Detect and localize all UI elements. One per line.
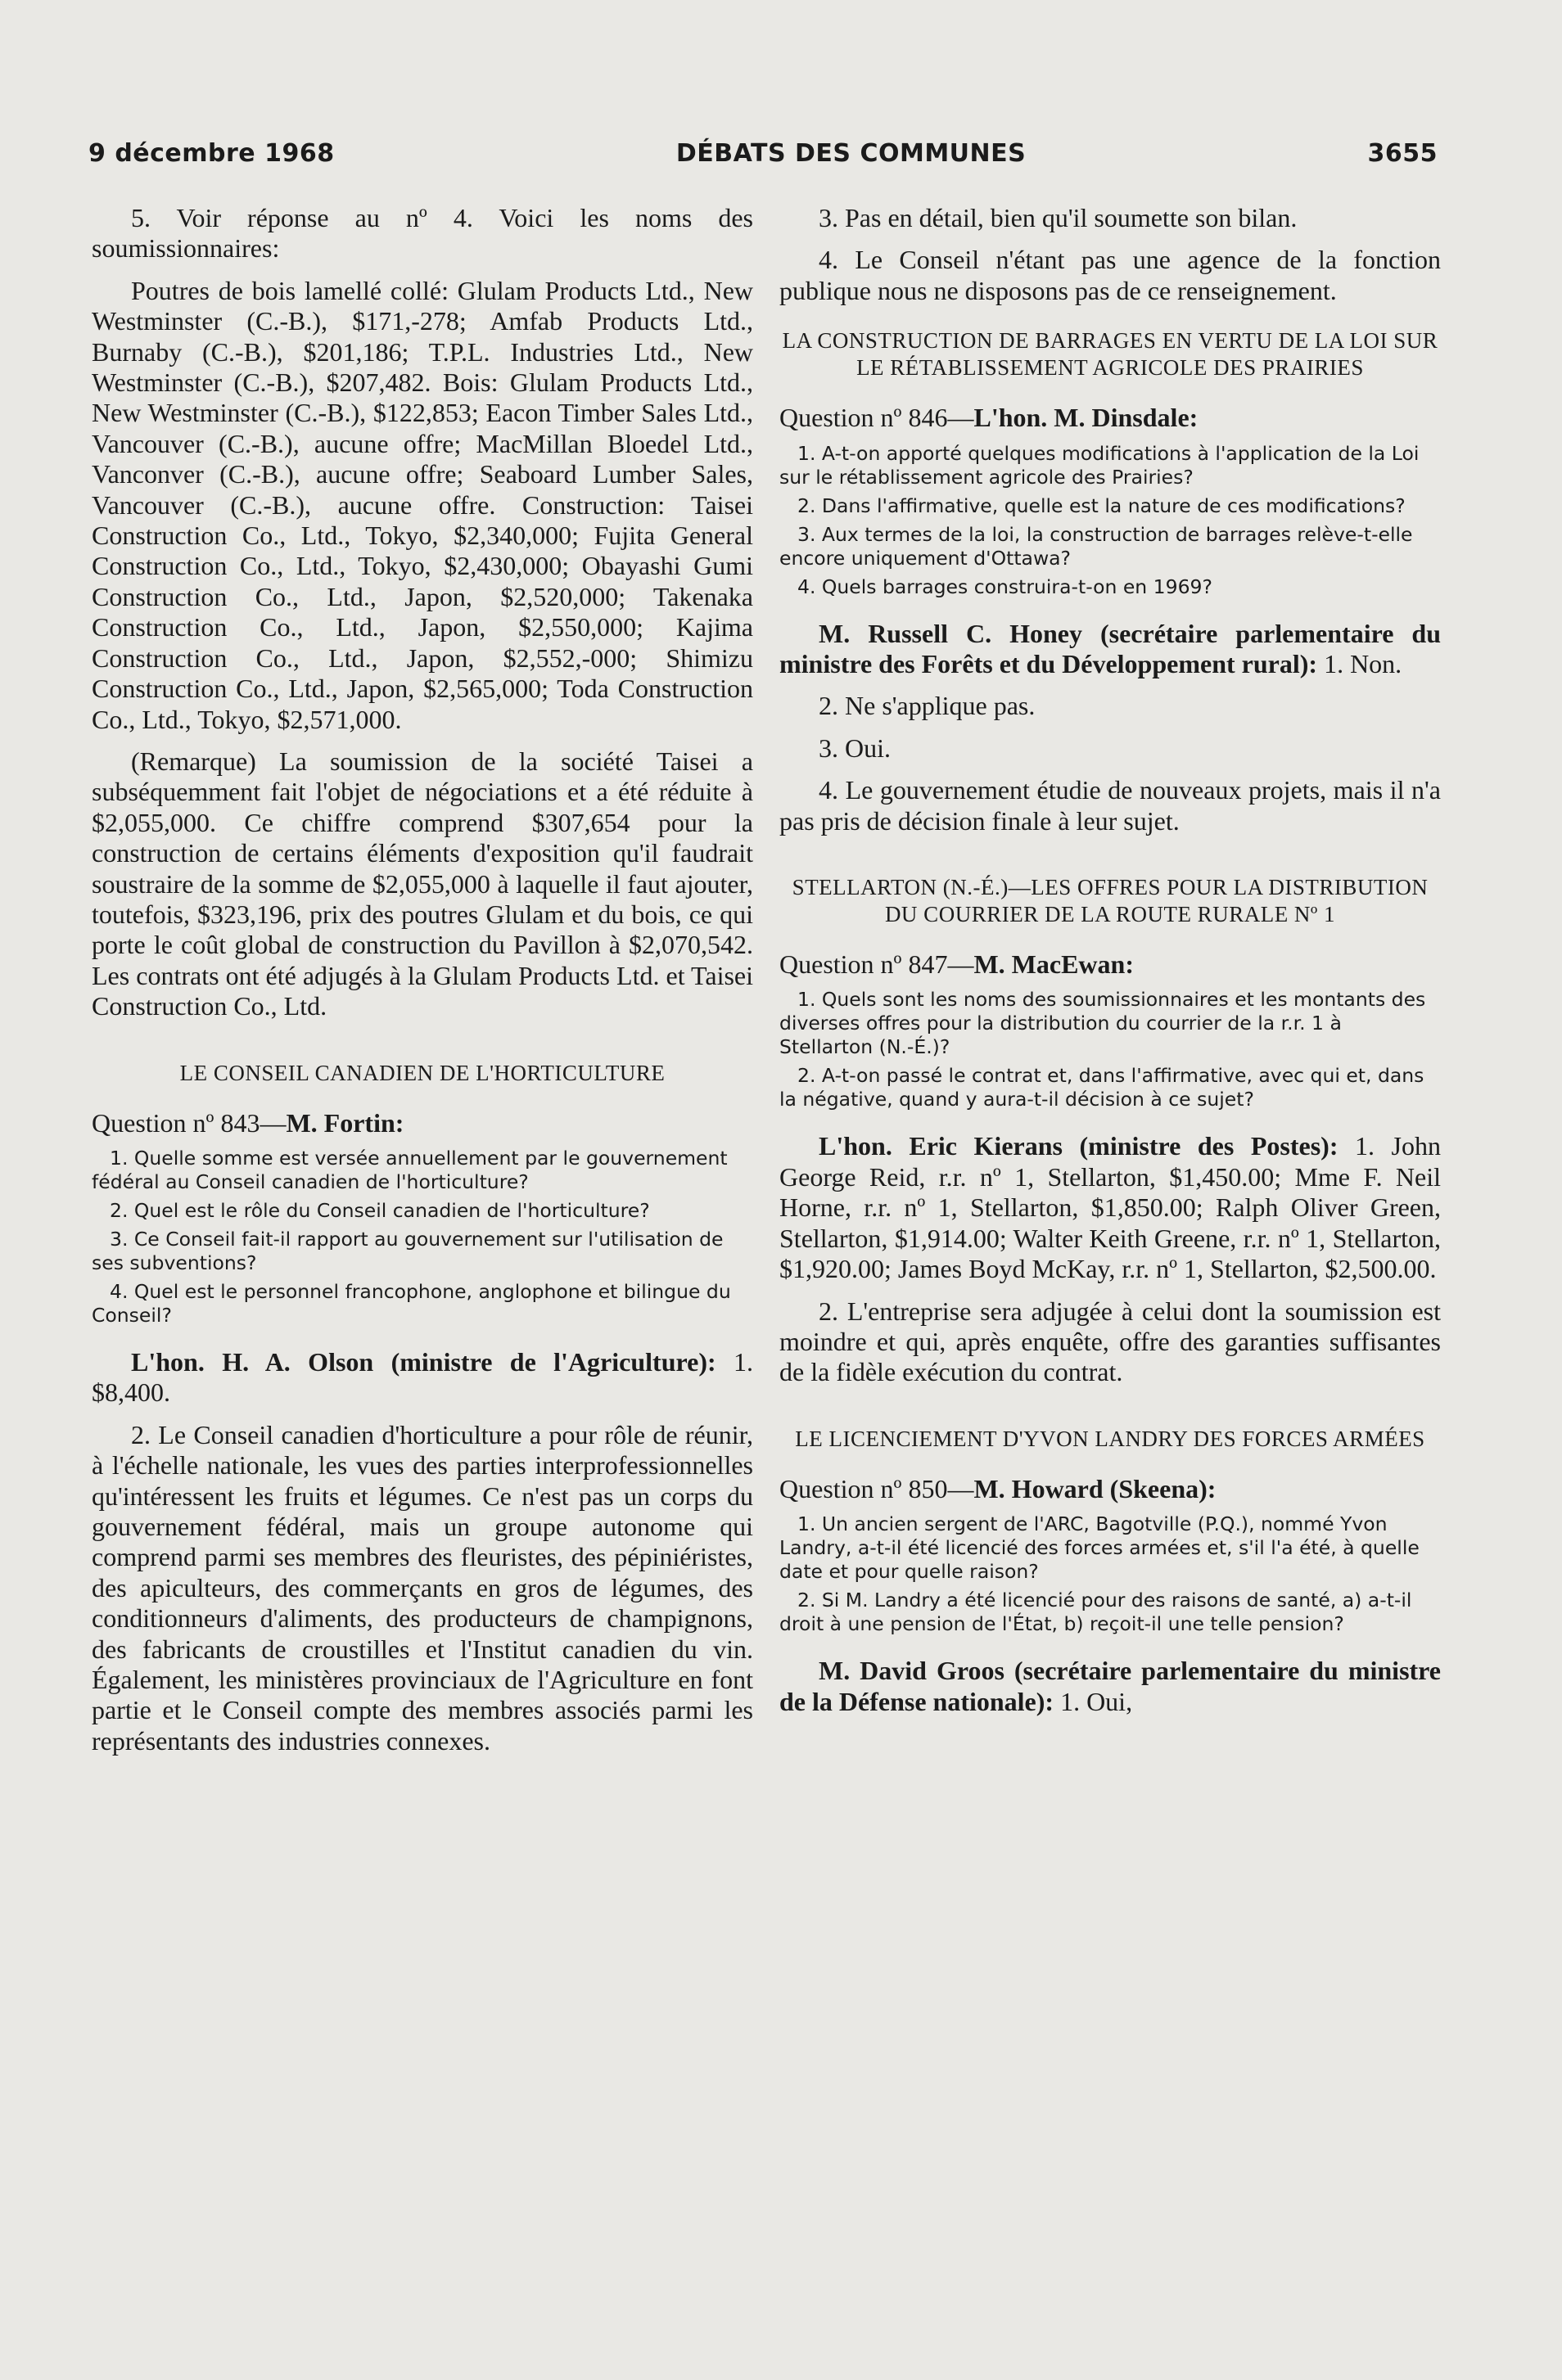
answer-paragraph [92,1347,753,1409]
speaker-name: L'hon. Eric Kierans (ministre des Postes): [819,1131,1339,1161]
left-column [92,203,753,1756]
question-number: Question nº 846— [779,403,974,433]
question-item: 4. Quels barrages construira-t-on en 1969? [797,575,1212,598]
question-item: 3. Ce Conseil fait-il rapport au gouvernement sur l'utilisation de ses subventions? [92,1227,724,1274]
question-item: 1. Quels sont les noms des soumissionnaires et les montants des diverses offres pour la distribution du courrier de la r.r. 1 à Stellarton (N.-É.)? [779,988,1426,1059]
question-asker: M. Fortin: [286,1107,404,1138]
paragraph: 2. L'entreprise sera adjugée à celui dont la soumission est moindre et qui, après enquête, offre des garanties suffisantes de la fidèle exécution du contrat. [779,1296,1441,1387]
paragraph: (Remarque) La soumission de la société Taisei a subséquemment fait l'objet de négociations et a été réduite à $2,055,000. Ce chiffre comprend $307,654 pour la construction de certains éléments d'exposition qu'il faudrait soustraire de la somme de $2,055,000 à laquelle il faut ajouter, toutefois, $323,196, prix des poutres Glulam et du bois, ce qui porte le coût global de construction du Pavillon à $2,070,542. Les contrats ont été adjugés à la Glulam Products Ltd. et Taisei Construction Co., Ltd. [92,746,753,1021]
publication-title: DÉBATS DES COMMUNES [675,139,1027,168]
paragraph: 2. Ne s'applique pas. [819,691,1036,721]
running-head [88,139,1438,168]
paragraph: 3. Oui. [819,732,891,763]
answer-paragraph [779,1656,1441,1717]
speaker-name: L'hon. H. A. Olson (ministre de l'Agriculture): [131,1346,716,1377]
page-number: 3655 [1367,139,1438,168]
question-item: 2. Dans l'affirmative, quelle est la nature de ces modifications? [797,494,1406,517]
question-line [92,1108,753,1138]
answer-text: 1. John George Reid, r.r. nº 1, Stellarton, $1,450.00; Mme F. Neil Horne, r.r. nº 1, Stellarton, $1,850.00; Ralph Oliver Green, Stellarton, $1,914.00; Walter Keith Greene, r.r. nº 1, Stellarton, $1,920.00; James Boyd McKay, r.r. nº 1, Stellarton, $2,500.00. [779,1131,1442,1284]
question-item: 2. Quel est le rôle du Conseil canadien de l'horticulture? [110,1198,650,1222]
question-item: 1. A-t-on apporté quelques modifications à l'application de la Loi sur le rétablissement agricole des Prairies? [779,441,1420,489]
section-heading: LE CONSEIL CANADIEN DE L'HORTICULTURE [179,1060,666,1085]
question-item: 4. Quel est le personnel francophone, anglophone et bilingue du Conseil? [92,1279,731,1327]
page-date: 9 décembre 1968 [88,139,335,168]
question-item: 1. Quelle somme est versée annuellement par le gouvernement fédéral au Conseil canadien de l'horticulture? [92,1146,728,1193]
paragraph: 5. Voir réponse au nº 4. Voici les noms des soumissionnaires: [92,203,753,264]
question-items [779,988,1441,1111]
question-items [92,1147,753,1327]
question-asker: M. MacEwan: [973,949,1134,980]
question-number: Question nº 843— [92,1107,287,1138]
right-column [779,203,1441,1717]
question-line [779,403,1441,433]
question-number: Question nº 847— [779,949,974,980]
section-heading: STELLARTON (N.-É.)—LES OFFRES POUR LA DISTRIBUTION DU COURRIER DE LA ROUTE RURALE Nº 1 [792,875,1429,927]
question-asker: M. Howard (Skeena): [973,1473,1217,1503]
question-item: 2. A-t-on passé le contrat et, dans l'affirmative, avec qui et, dans la négative, quand y aura-t-il décision à ce sujet? [779,1064,1424,1111]
answer-paragraph [779,619,1441,680]
speaker-name: M. Russell C. Honey (secrétaire parlementaire du ministre des Forêts et du Développement rural): [779,618,1441,679]
question-number: Question nº 850— [779,1473,974,1503]
paragraph: 2. Le Conseil canadien d'horticulture a pour rôle de réunir, à l'échelle nationale, les vues des parties interprofessionnelles qu'intéressent les fruits et légumes. Ce n'est pas un corps du gouvernement fédéral, mais un groupe autonome qui comprend parmi ses membres des fleuristes, des pépiniéristes, des apiculteurs, des commerçants en gros de légumes, des conditionneurs d'aliments, des producteurs de champignons, des fabricants de croustilles et l'Institut canadien du vin. Également, les ministères provinciaux de l'Agriculture en font partie et le Conseil compte des membres associés parmi les représentants des industries connexes. [92,1419,753,1756]
paragraph: Poutres de bois lamellé collé: Glulam Products Ltd., New Westminster (C.-B.), $171,-278; Amfab Products Ltd., Burnaby (C.-B.), $201,186; T.P.L. Industries Ltd., New Westminster (C.-B.), $207,482. Bois: Glulam Products Ltd., New Westminster (C.-B.), $122,853; Eacon Timber Sales Ltd., Vancouver (C.-B.), aucune offre; MacMillan Bloedel Ltd., Vanconver (C.-B.), aucune offre; Seaboard Lumber Sales, Vancouver (C.-B.), aucune offre. Construction: Taisei Construction Co., Ltd., Tokyo, $2,340,000; Fujita General Construction Co., Ltd., Tokyo, $2,430,000; Obayashi Gumi Construction Co., Ltd., Japon, $2,520,000; Takenaka Construction Co., Ltd., Japon, $2,550,000; Kajima Construction Co., Ltd., Japon, $2,552,-000; Shimizu Construction Co., Ltd., Japon, $2,565,000; Toda Construction Co., Ltd., Tokyo, $2,571,000. [92,275,753,734]
question-items [779,1512,1441,1636]
paragraph: 4. Le Conseil n'étant pas une agence de la fonction publique nous ne disposons pas de ce renseignement. [779,245,1441,305]
speaker-name: M. David Groos (secrétaire parlementaire du ministre de la Défense nationale): [779,1656,1441,1716]
question-item: 1. Un ancien sergent de l'ARC, Bagotville (P.Q.), nommé Yvon Landry, a-t-il été licencié des forces armées et, s'il l'a été, à quelle date et pour quelle raison? [779,1512,1420,1584]
question-line [779,1474,1441,1504]
paragraph: 4. Le gouvernement étudie de nouveaux projets, mais il n'a pas pris de décision finale à leur sujet. [779,775,1441,836]
answer-text: 1. Non. [1317,649,1402,679]
section-heading: LA CONSTRUCTION DE BARRAGES EN VERTU DE LA LOI SUR LE RÉTABLISSEMENT AGRICOLE DES PRAIRIES [782,328,1438,381]
question-items [779,442,1441,599]
paragraph: 3. Pas en détail, bien qu'il soumette son bilan. [819,203,1298,232]
section-heading: LE LICENCIEMENT D'YVON LANDRY DES FORCES ARMÉES [795,1426,1425,1451]
answer-text: 1. Oui, [1054,1686,1133,1716]
question-item: 2. Si M. Landry a été licencié pour des raisons de santé, a) a-t-il droit à une pension de l'État, b) reçoit-il une telle pension? [779,1589,1412,1636]
answer-paragraph [779,1131,1441,1284]
answer-text: 1. $8,400. [92,1346,754,1408]
question-line [779,949,1441,980]
question-asker: L'hon. M. Dinsdale: [973,403,1199,433]
question-item: 3. Aux termes de la loi, la construction de barrages relève-t-elle encore uniquement d'Ottawa? [779,522,1413,570]
